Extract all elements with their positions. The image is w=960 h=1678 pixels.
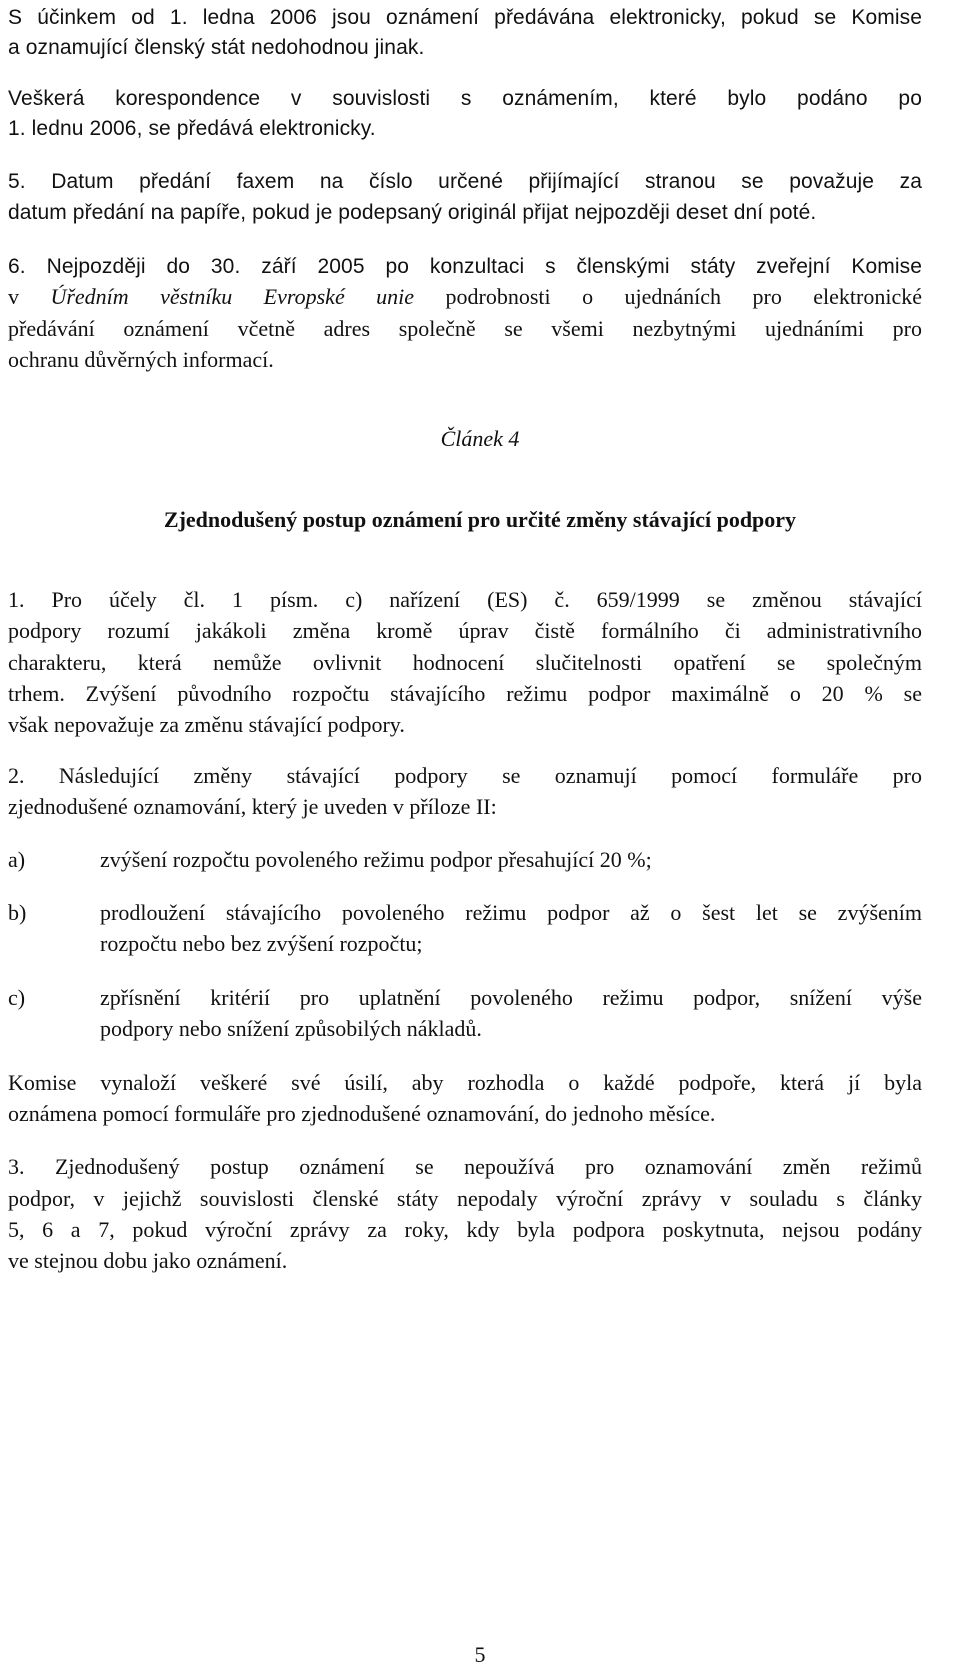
paragraph-line: datum předání na papíře, pokud je podepsaný originál přijat nejpozději deset dní poté.	[8, 201, 817, 224]
list-item-label: b)	[8, 900, 27, 925]
para-number-sans: 6. Nejpozději do 30. září 2005 po konzultaci s členskými státy zveřejní Komise	[8, 255, 922, 278]
article-title: Zjednodušený postup oznámení pro určité změny stávající podpory	[163, 507, 797, 532]
paragraph-line: 5. Datum předání faxem na číslo určené přijímající stranou se považuje za	[8, 170, 922, 193]
list-item-label: a)	[8, 847, 26, 872]
text-run: podrobnosti o ujednáních pro elektronické	[414, 284, 922, 309]
text-run: v	[8, 284, 51, 309]
list-item-text: zvýšení rozpočtu povoleného režimu podpor přesahující 20 %;	[100, 847, 652, 872]
list-item-text: podpory nebo snížení způsobilých nákladů.	[100, 1016, 482, 1041]
paragraph-line: a oznamující členský stát nedohodnou jinak.	[8, 36, 425, 59]
article-number: Článek 4	[440, 426, 520, 451]
paragraph-line: S účinkem od 1. ledna 2006 jsou oznámení předávána elektronicky, pokud se Komise	[8, 6, 922, 29]
journal-title: Úředním věstníku Evropské unie	[50, 284, 415, 309]
paragraph-line: Komise vynaloží veškeré své úsilí, aby rozhodla o každé podpoře, která jí byla	[8, 1070, 922, 1095]
page-number: 5	[474, 1642, 486, 1667]
paragraph-line: 1. Pro účely čl. 1 písm. c) nařízení (ES) č. 659/1999 se změnou stávající	[8, 587, 922, 612]
list-item-text: rozpočtu nebo bez zvýšení rozpočtu;	[100, 931, 423, 956]
paragraph-line: trhem. Zvýšení původního rozpočtu stávajícího režimu podpor maximálně o 20 % se	[8, 681, 922, 706]
paragraph-line: zjednodušené oznamování, který je uveden v příloze II:	[8, 794, 497, 819]
paragraph-line: 2. Následující změny stávající podpory se oznamují pomocí formuláře pro	[8, 763, 922, 788]
paragraph-line	[8, 251, 922, 282]
paragraph-line: podpor, v jejichž souvislosti členské státy nepodaly výroční zprávy v souladu s články	[8, 1186, 922, 1211]
paragraph-line: však nepovažuje za změnu stávající podpory.	[8, 712, 405, 737]
paragraph-line	[8, 282, 922, 312]
list-item-text: zpřísnění kritérií pro uplatnění povoleného režimu podpor, snížení výše	[100, 985, 922, 1010]
paragraph-line: podpory rozumí jakákoli změna kromě úprav čistě formálního či administrativního	[8, 618, 922, 643]
paragraph-line: ochranu důvěrných informací.	[8, 347, 274, 372]
paragraph-line: Veškerá korespondence v souvislosti s oznámením, které bylo podáno po	[8, 87, 922, 110]
list-item-label: c)	[8, 985, 26, 1010]
paragraph-line: oznámena pomocí formuláře pro zjednodušené oznamování, do jednoho měsíce.	[8, 1101, 716, 1126]
list-item-text: prodloužení stávajícího povoleného režimu podpor až o šest let se zvýšením	[100, 900, 922, 925]
paragraph-line: 1. lednu 2006, se předává elektronicky.	[8, 117, 376, 140]
paragraph-line: ve stejnou dobu jako oznámení.	[8, 1248, 288, 1273]
paragraph-line: 5, 6 a 7, pokud výroční zprávy za roky, kdy byla podpora poskytnuta, nejsou podány	[8, 1217, 922, 1242]
paragraph-line: charakteru, která nemůže ovlivnit hodnocení slučitelnosti opatření se společným	[8, 650, 922, 675]
paragraph-line: 3. Zjednodušený postup oznámení se nepoužívá pro oznamování změn režimů	[8, 1154, 922, 1179]
paragraph-line: předávání oznámení včetně adres společně se všemi nezbytnými ujednáními pro	[8, 316, 922, 341]
